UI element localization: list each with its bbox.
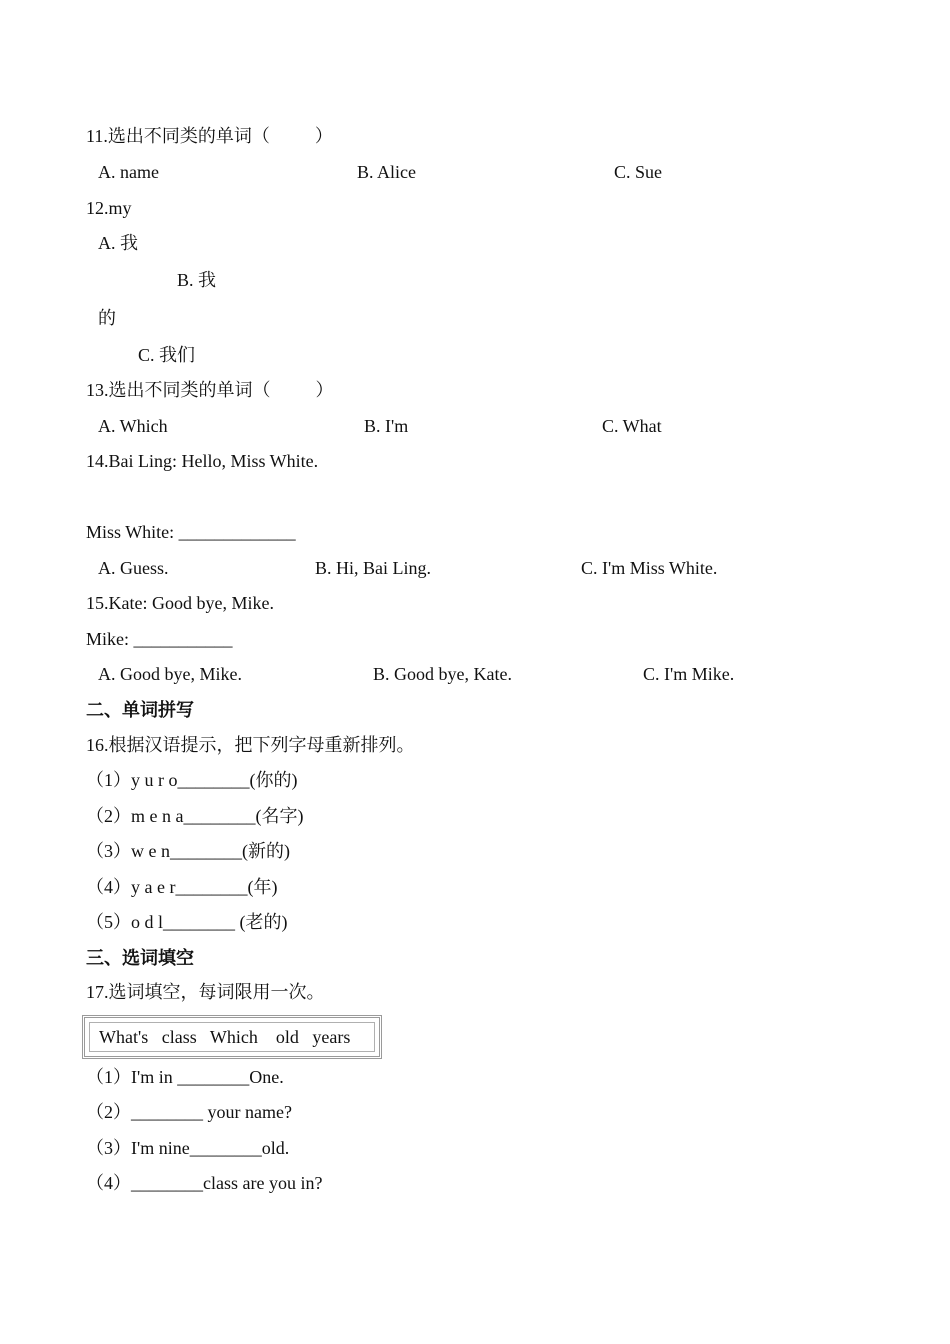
q14-stem: 14.Bai Ling: Hello, Miss White.: [86, 451, 319, 471]
q12-option-b-continued: 的: [98, 308, 116, 328]
q17-item: （3）I'm nine________old.: [86, 1138, 290, 1158]
q15-option-c[interactable]: C. I'm Mike.: [643, 664, 735, 684]
q13-option-a[interactable]: A. Which: [98, 416, 168, 436]
word-bank-box: [82, 1015, 382, 1059]
q16-item: （4）y a e r________(年): [86, 877, 278, 897]
section-2-heading: 二、单词拼写: [86, 700, 194, 720]
q16-item: （1）y u r o________(你的): [86, 770, 298, 790]
q13-option-c[interactable]: C. What: [602, 416, 662, 436]
q12-option-b[interactable]: B. 我: [177, 270, 217, 290]
q14-option-c[interactable]: C. I'm Miss White.: [581, 558, 718, 578]
q11-option-a[interactable]: A. name: [98, 162, 159, 182]
q17-item: （2）________ your name?: [86, 1102, 292, 1122]
q17-stem: 17.选词填空，每词限用一次。: [86, 982, 325, 1002]
q16-item: （2）m e n a________(名字): [86, 806, 304, 826]
q11-option-b[interactable]: B. Alice: [357, 162, 416, 182]
q14-option-b[interactable]: B. Hi, Bai Ling.: [315, 558, 431, 578]
section-3-heading: 三、选词填空: [86, 948, 194, 968]
q17-item: （1）I'm in ________One.: [86, 1067, 284, 1087]
q12-option-c[interactable]: C. 我们: [138, 345, 196, 365]
q16-item: （3）w e n________(新的): [86, 841, 290, 861]
q14-dialogue-line: Miss White: _____________: [86, 522, 296, 542]
q15-option-a[interactable]: A. Good bye, Mike.: [98, 664, 242, 684]
q12-stem: 12.my: [86, 198, 132, 218]
q17-item: （4）________class are you in?: [86, 1173, 323, 1193]
q15-dialogue-line: Mike: ___________: [86, 629, 233, 649]
q13-option-b[interactable]: B. I'm: [364, 416, 409, 436]
word-bank-text: What's class Which old years: [99, 1027, 351, 1047]
q15-stem: 15.Kate: Good bye, Mike.: [86, 593, 274, 613]
q15-option-b[interactable]: B. Good bye, Kate.: [373, 664, 512, 684]
q11-stem: 11.选出不同类的单词（ ）: [86, 126, 333, 146]
q16-item: （5）o d l________ (老的): [86, 912, 288, 932]
q11-option-c[interactable]: C. Sue: [614, 162, 663, 182]
q12-option-a[interactable]: A. 我: [98, 233, 138, 253]
q14-option-a[interactable]: A. Guess.: [98, 558, 169, 578]
q16-stem: 16.根据汉语提示，把下列字母重新排列。: [86, 735, 415, 755]
q13-stem: 13.选出不同类的单词（ ）: [86, 380, 334, 400]
